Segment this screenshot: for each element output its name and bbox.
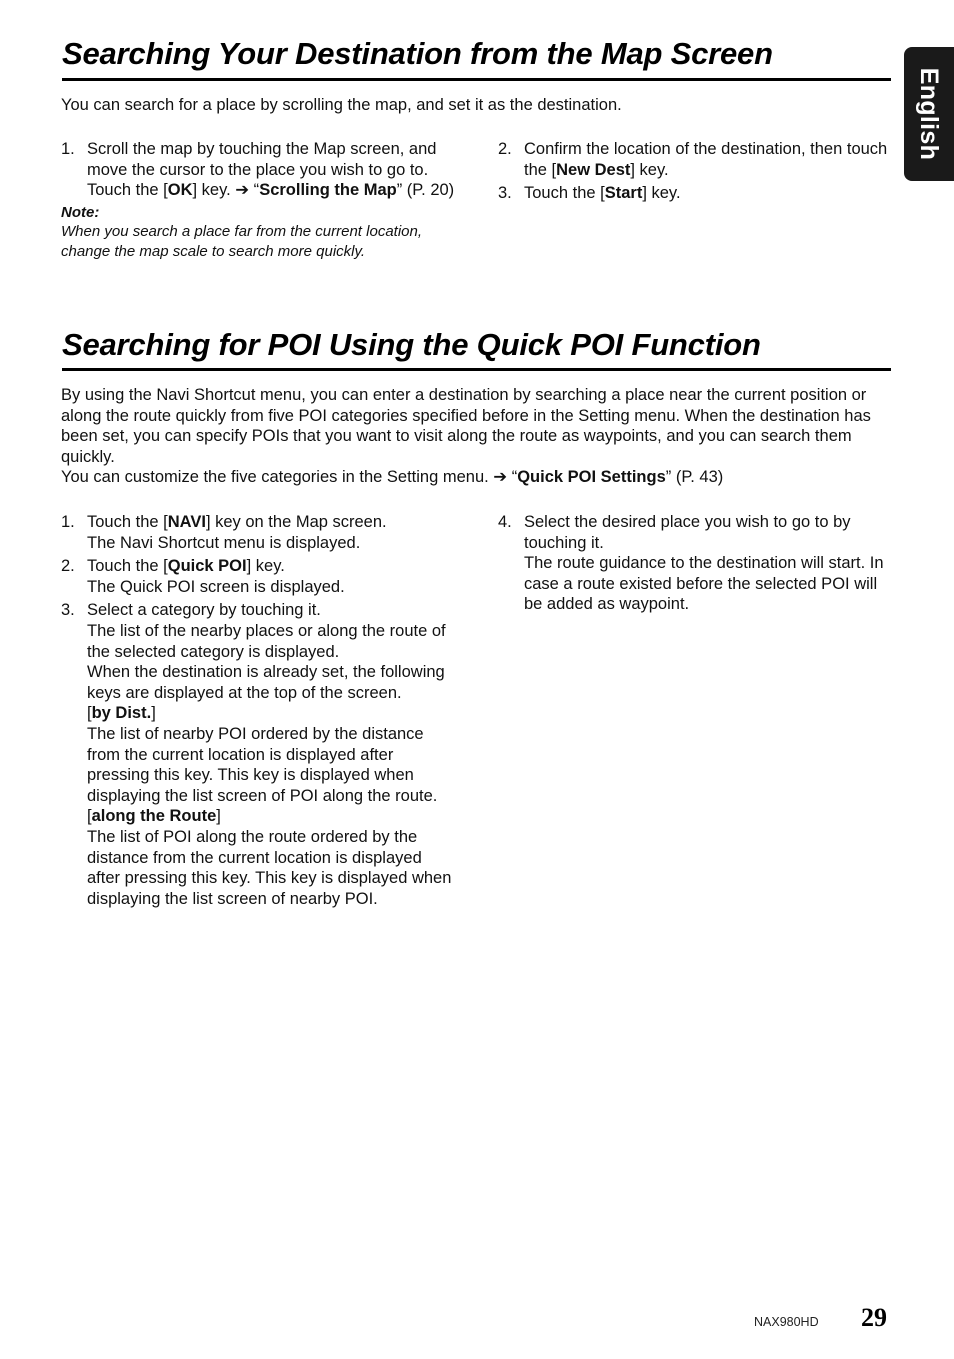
section-intro: You can search for a place by scrolling the map, and set it as the destination.: [61, 96, 622, 114]
step-item: [498, 512, 891, 615]
bracket: [: [87, 807, 92, 826]
step-text: ] key.: [642, 184, 681, 203]
step-text: Scroll the map by touching the Map screen, and move the cursor to the place you wish to go to. Touch the [: [87, 140, 437, 200]
note-text: When you search a place far from the current location, change the map scale to search more quickly.: [61, 223, 423, 260]
key-name: by Dist.: [91, 704, 152, 723]
intro-paragraph: By using the Navi Shortcut menu, you can enter a destination by searching a place near the current position or along the route quickly from five POI categories specified before in the Setting menu. When the destination has been set, you can specify POIs that you want to visit along the route as waypoints, and you can search them quickly.: [61, 386, 871, 466]
key-name: Start: [604, 184, 643, 203]
language-tab: [904, 47, 954, 181]
step-result: When the destination is already set, the following keys are displayed at the top of the screen.: [87, 663, 445, 702]
step-text: Touch the [: [87, 513, 168, 531]
key-name: OK: [167, 181, 193, 200]
step-text: Select a category by touching it.: [87, 601, 321, 620]
step-text: ] key.: [630, 160, 669, 179]
section-title-rule: [62, 78, 891, 81]
step-text: ] key on the Map screen.: [205, 513, 387, 531]
step-item: [61, 556, 456, 597]
right-column: [498, 512, 891, 615]
key-description: The list of nearby POI ordered by the distance from the current location is displayed after pressing this key. This key is displayed when displaying the list screen of POI along the route.: [87, 724, 438, 805]
bracket: [: [87, 704, 92, 723]
step-text: Touch the [: [524, 184, 605, 203]
left-column: [61, 512, 456, 909]
intro-paragraph: [61, 467, 891, 488]
section-title-quick-poi: Searching for POI Using the Quick POI Function: [62, 327, 761, 362]
key-name: New Dest: [556, 160, 631, 179]
step-text: Touch the [: [87, 557, 168, 576]
step-number: 2.: [61, 557, 75, 576]
section-title-rule: [62, 368, 891, 371]
step-text: ] key.: [246, 557, 285, 576]
right-column: [498, 139, 891, 204]
page-reference: ” (P. 20): [396, 181, 455, 200]
step-result: The Quick POI screen is displayed.: [87, 577, 345, 596]
step-number: 3.: [498, 184, 512, 203]
key-name: NAVI: [167, 513, 206, 531]
step-text: Select the desired place you wish to go to by touching it.: [524, 513, 851, 552]
section-title-map-search: Searching Your Destination from the Map Screen: [62, 36, 773, 71]
step-text: Confirm the location of the destination, then touch the [: [524, 140, 888, 179]
step-number: 4.: [498, 513, 512, 531]
language-tab-label: English: [915, 67, 943, 161]
key-description: The list of POI along the route ordered by the distance from the current location is displayed after pressing this key. This key is displayed when displaying the list screen of nearby POI.: [87, 827, 452, 908]
bracket: ]: [151, 704, 156, 723]
step-number: 1.: [61, 513, 75, 531]
step-item: [61, 139, 456, 201]
intro-text: You can customize the five categories in the Setting menu. ➔ “: [61, 468, 518, 487]
page-reference: ” (P. 43): [665, 468, 724, 487]
note-heading: Note:: [61, 203, 100, 221]
model-number: NAX980HD: [754, 1315, 819, 1329]
step-item: [498, 139, 891, 180]
section-intro: [61, 385, 891, 488]
key-name: Quick POI: [167, 557, 247, 576]
left-column: [61, 139, 456, 261]
step-number: 1.: [61, 140, 75, 158]
step-number: 2.: [498, 140, 512, 158]
step-text: ] key. ➔ “: [192, 181, 260, 200]
page-number: 29: [861, 1303, 887, 1332]
step-result: The route guidance to the destination will start. In case a route existed before the selected POI will be added as waypoint.: [524, 554, 884, 614]
cross-reference: Scrolling the Map: [259, 181, 397, 200]
step-result: The list of the nearby places or along the route of the selected category is displayed.: [87, 621, 446, 661]
step-item: [61, 512, 456, 553]
step-result: The Navi Shortcut menu is displayed.: [87, 533, 361, 552]
cross-reference: Quick POI Settings: [517, 468, 666, 487]
step-number: 3.: [61, 601, 75, 620]
step-item: [61, 600, 456, 909]
step-item: [498, 183, 891, 204]
bracket: ]: [216, 807, 221, 826]
key-name: along the Route: [91, 807, 217, 826]
